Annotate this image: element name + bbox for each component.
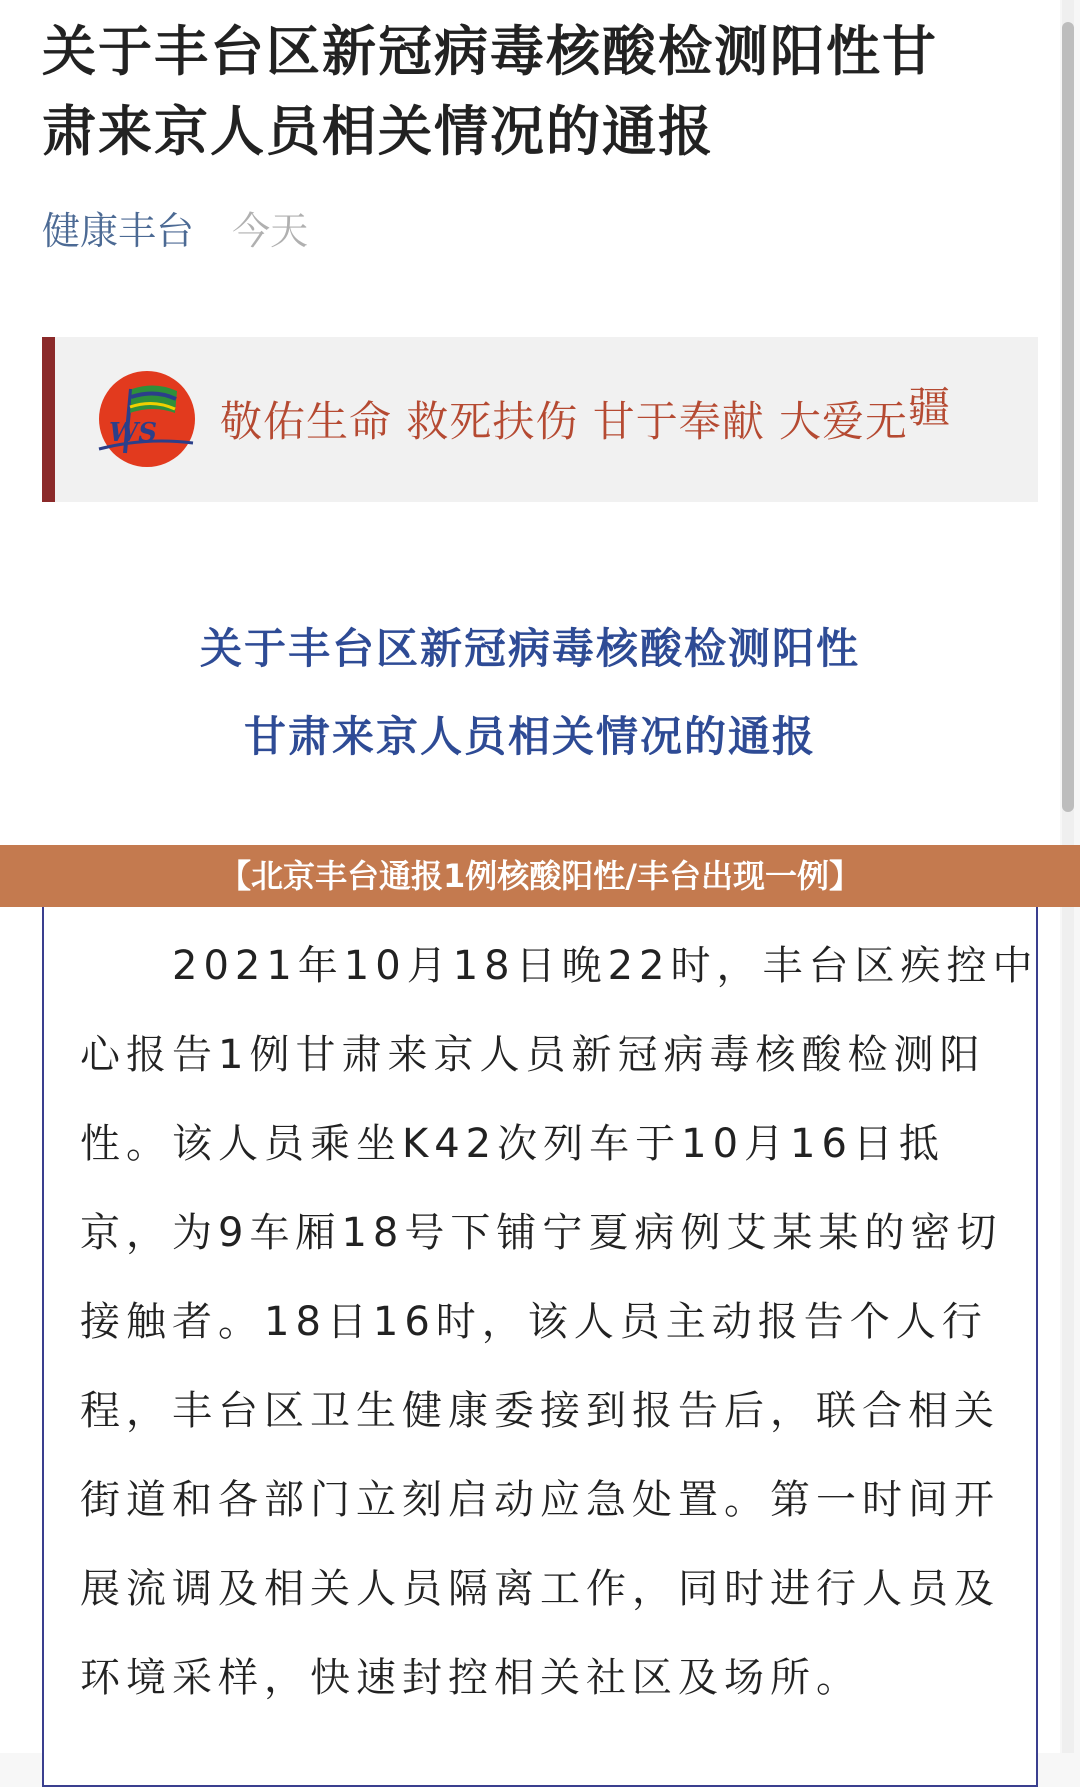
author-link[interactable]: 健康丰台 — [42, 209, 195, 253]
report-line: 京，为9车厢18号下铺宁夏病例艾某某的密切 — [80, 1210, 1003, 1256]
report-line: 街道和各部门立刻启动应急处置。第一时间开 — [80, 1477, 1000, 1523]
report-line: 接触者。18日16时，该人员主动报告个人行 — [80, 1299, 988, 1345]
caption-overlay-bar — [0, 845, 1080, 907]
article-title-line-2: 肃来京人员相关情况的通报 — [42, 100, 714, 163]
report-line: 环境采样，快速封控相关社区及场所。 — [80, 1655, 862, 1701]
caption-overlay-text: 【北京丰台通报1例核酸阳性/丰台出现一例】 — [219, 857, 861, 895]
report-line: 程，丰台区卫生健康委接到报告后，联合相关 — [80, 1388, 1000, 1434]
article-title — [42, 12, 1002, 172]
report-body — [80, 922, 1039, 1723]
health-logo-icon — [95, 367, 199, 471]
article-title-line-1: 关于丰台区新冠病毒核酸检测阳性甘 — [42, 20, 938, 83]
article-meta — [42, 200, 308, 255]
report-line: 2021年10月18日晚22时，丰台区疾控中 — [80, 943, 1039, 989]
report-line: 性。该人员乘坐K42次列车于10月16日抵 — [80, 1121, 945, 1167]
scrollbar-thumb[interactable] — [1062, 22, 1074, 812]
slogan-main: 敬佑生命 救死扶伤 甘于奉献 大爱无 — [220, 397, 909, 446]
logo-text: WS — [109, 418, 157, 448]
report-line: 展流调及相关人员隔离工作，同时进行人员及 — [80, 1566, 1000, 1612]
slogan-banner — [42, 337, 1038, 502]
slogan-text — [220, 383, 952, 449]
slogan-last-char: 疆 — [908, 383, 952, 432]
report-line: 心报告1例甘肃来京人员新冠病毒核酸检测阳 — [80, 1032, 986, 1078]
notice-title-line-2: 甘肃来京人员相关情况的通报 — [243, 712, 816, 761]
notice-title-line-1: 关于丰台区新冠病毒核酸检测阳性 — [199, 624, 860, 673]
publish-date: 今天 — [232, 209, 309, 253]
notice-title — [0, 605, 1060, 781]
